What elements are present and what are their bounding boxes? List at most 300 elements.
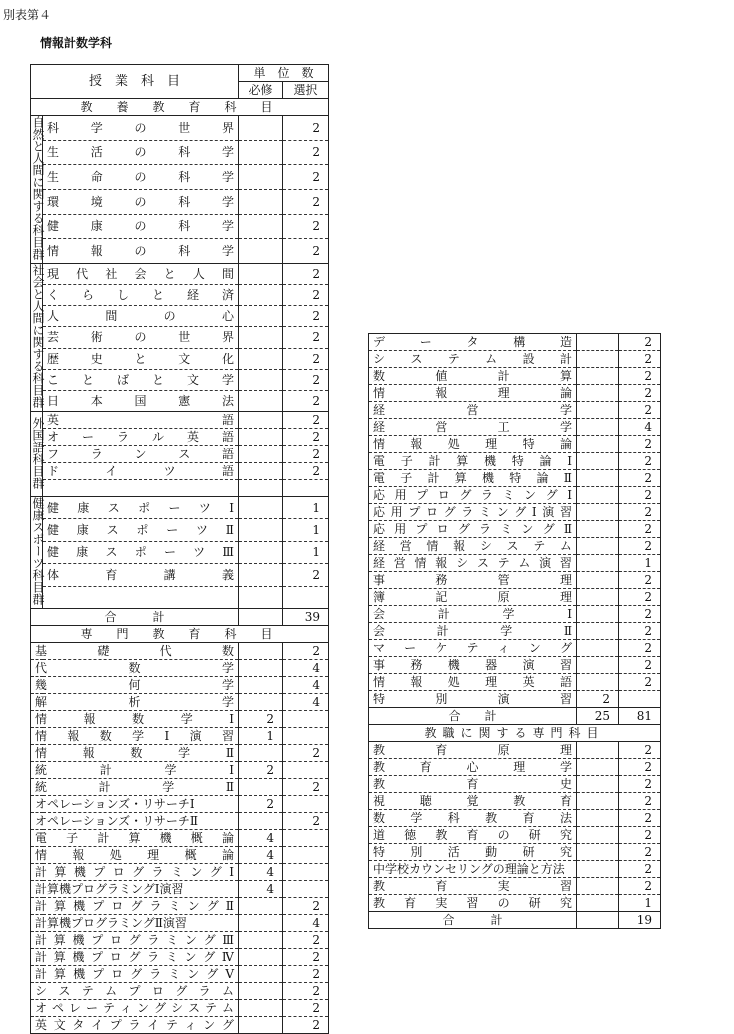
course-name [43,165,239,190]
course-name [31,915,239,932]
course-row [31,369,329,390]
course-name [31,830,239,847]
required-units [577,895,619,912]
course-name-text: 事 務 管 理 [373,573,572,587]
course-name [31,949,239,966]
elective-units: 2 [619,674,661,691]
required-units [577,572,619,589]
course-row [31,239,329,264]
course-row [31,564,329,586]
course-name-text: 健 康 ス ポ ー ツ Ⅲ [47,545,234,560]
course-row [31,847,329,864]
required-units [577,436,619,453]
course-name [369,691,577,708]
course-name [369,776,577,793]
course-name-text: 計 算 機 プ ロ グ ラ ミ ン グ Ⅳ [35,950,234,964]
course-name-text: 電 子 計 算 機 特 論 Ⅰ [373,454,572,468]
course-row [31,660,329,677]
course-row [31,519,329,541]
course-name-text: 計算機プログラミングⅠ演習 [35,882,184,896]
total-elective: 39 [283,609,329,626]
required-units [577,385,619,402]
elective-units [283,847,329,864]
course-group-text: 自然と人間に関する科目群 [31,116,45,260]
total-elective: 19 [619,912,661,929]
course-name [369,742,577,759]
course-name [369,572,577,589]
elective-units: 2 [283,306,329,327]
course-name [369,453,577,470]
required-units [577,878,619,895]
section-title-row [31,99,329,116]
course-row [369,402,661,419]
required-units [239,369,283,390]
elective-units: 2 [619,861,661,878]
course-name [43,429,239,446]
course-name [43,327,239,348]
course-name [31,728,239,745]
elective-units: 4 [283,677,329,694]
course-name [43,412,239,429]
course-row [369,861,661,878]
course-name-text: 情 報 数 学 Ⅰ [35,712,234,726]
course-name [43,214,239,239]
course-name [369,521,577,538]
elective-units: 2 [283,949,329,966]
required-units: 2 [577,691,619,708]
course-name-text: 道 徳 教 育 の 研 究 [373,828,572,842]
course-name-text: 歴 史 と 文 化 [47,351,235,366]
required-units: 4 [239,830,283,847]
elective-units: 2 [619,351,661,368]
course-name-text: 計 算 機 プ ロ グ ラ ミ ン グ Ⅱ [35,899,234,913]
required-units [577,368,619,385]
elective-units: 2 [283,214,329,239]
course-name-text: 教 育 史 [373,777,572,791]
course-name [31,762,239,779]
required-units [239,813,283,830]
course-name-text: 電 子 計 算 機 特 論 Ⅱ [373,471,572,485]
required-units [239,932,283,949]
course-name-text: 健 康 ス ポ ー ツ Ⅰ [47,500,234,515]
elective-units: 2 [283,1017,329,1034]
elective-units [619,691,661,708]
course-name-text: 特 別 活 動 研 究 [373,845,572,859]
required-units [239,745,283,762]
course-name [43,306,239,327]
course-name-text: 生 命 の 科 学 [47,170,235,185]
required-units [239,116,283,141]
required-units: 2 [239,762,283,779]
course-name [43,446,239,463]
required-units [577,861,619,878]
course-name-text: 情 報 処 理 概 論 [35,848,234,862]
course-name [369,844,577,861]
course-name-text: 情 報 理 論 [373,386,572,400]
elective-units [283,762,329,779]
course-row [31,140,329,165]
elective-units: 2 [619,436,661,453]
total-required [239,609,283,626]
course-name-text: 統 計 学 Ⅰ [35,763,234,777]
elective-units: 2 [283,369,329,390]
course-row [31,390,329,411]
elective-units: 2 [619,589,661,606]
required-units [577,810,619,827]
required-units [239,660,283,677]
required-units [239,446,283,463]
required-units [239,1017,283,1034]
course-row [369,368,661,385]
total-label: 合 計 [369,912,577,929]
total-elective: 81 [619,708,661,725]
total-label: 合 計 [369,708,577,725]
elective-units: 2 [619,606,661,623]
course-name-text: 教 育 心 理 学 [373,760,572,774]
elective-units: 2 [619,742,661,759]
course-row [31,429,329,446]
elective-units: 2 [283,966,329,983]
course-row [369,793,661,810]
required-units [239,541,283,563]
section-title-row [369,725,661,742]
elective-units: 2 [283,165,329,190]
course-name [369,385,577,402]
course-row [31,728,329,745]
elective-units: 2 [283,898,329,915]
total-required: 25 [577,708,619,725]
elective-units: 2 [619,878,661,895]
elective-units: 2 [619,793,661,810]
total-row [31,609,329,626]
required-units [577,589,619,606]
course-row [369,334,661,351]
course-row [31,264,329,285]
elective-units: 2 [283,140,329,165]
course-name [369,878,577,895]
required-units [577,470,619,487]
course-row [369,674,661,691]
course-name-text: く ら し と 経 済 [47,288,235,303]
course-name [369,436,577,453]
course-row [369,521,661,538]
required-units [577,351,619,368]
course-row [369,827,661,844]
course-row [31,189,329,214]
elective-units: 2 [283,239,329,264]
course-row [31,898,329,915]
course-group-label [31,116,43,264]
course-row [369,640,661,657]
course-name-text: 体 育 講 義 [47,567,234,582]
course-name-text: 計 算 機 プ ロ グ ラ ミ ン グ Ⅰ [35,865,234,879]
elective-units [283,711,329,728]
course-name-text: 日 本 国 憲 法 [47,393,235,408]
elective-units: 2 [619,504,661,521]
course-name [31,779,239,796]
required-units: 2 [239,796,283,813]
elective-units: 2 [619,470,661,487]
course-row [31,711,329,728]
subject-header: 授 業 科 目 [31,65,239,99]
course-row [31,497,329,519]
course-row [31,677,329,694]
total-required [577,912,619,929]
course-name-text: 現 代 社 会 と 人 間 [47,267,234,282]
course-name-text: 生 活 の 科 学 [47,145,235,160]
required-units [577,793,619,810]
required-units [239,239,283,264]
required-units [577,538,619,555]
elective-units: 2 [283,779,329,796]
required-units [239,677,283,694]
course-name-text: 健 康 の 科 学 [47,219,235,234]
required-header: 必修 [239,82,283,99]
course-name [31,898,239,915]
elective-units: 2 [283,348,329,369]
course-name-text: 視 聴 覚 教 育 [373,794,572,808]
course-name [31,694,239,711]
course-name [43,497,239,519]
course-row [369,538,661,555]
course-name [31,983,239,1000]
required-units [577,623,619,640]
required-units [239,189,283,214]
required-units: 4 [239,847,283,864]
course-name-text: 基 礎 代 数 [35,644,234,658]
elective-units: 4 [283,915,329,932]
course-row [31,983,329,1000]
course-row [369,776,661,793]
elective-units [283,864,329,881]
elective-units: 2 [283,189,329,214]
course-name-text: 教 育 原 理 [373,743,572,757]
course-name-text: 経 営 情 報 シ ス テ ム 演 習 [373,556,572,570]
required-units [239,264,283,285]
course-name [31,932,239,949]
course-row [31,643,329,660]
required-units [577,487,619,504]
required-units [239,915,283,932]
course-row [31,463,329,480]
section-title: 教 養 教 育 科 目 [31,99,329,116]
course-name-text: 会 計 学 Ⅰ [373,607,572,621]
required-units [239,165,283,190]
course-name [369,487,577,504]
course-name [369,759,577,776]
course-group-label [31,264,43,412]
course-row [31,966,329,983]
course-name-text: 情 報 処 理 英 語 [373,675,572,689]
course-name-text: マ ー ケ テ ィ ン グ [373,641,572,655]
required-units [577,657,619,674]
course-name-text: 簿 記 原 理 [373,590,572,604]
course-name-text: 特 別 演 習 [373,692,572,706]
required-units [239,306,283,327]
course-name-text: 情 報 処 理 特 論 [373,437,572,451]
course-name [369,504,577,521]
course-row [31,762,329,779]
elective-units: 2 [619,334,661,351]
course-name-text: オペレーションズ・リサーチⅠ [35,797,195,811]
course-name [369,623,577,640]
total-label: 合 計 [31,609,239,626]
course-name [31,796,239,813]
course-row [31,1017,329,1034]
course-name-text: デ ー タ 構 造 [373,335,572,349]
required-units [577,521,619,538]
course-row [369,487,661,504]
department-title: 情報計数学科 [40,36,113,50]
required-units [239,285,283,306]
course-name [369,895,577,912]
course-name-text: 経 営 学 [373,403,572,417]
course-name-text: 情 報 数 学 Ⅱ [35,746,234,760]
course-row [31,813,329,830]
course-name [369,657,577,674]
elective-units: 2 [283,983,329,1000]
course-name-text: 英 文 タ イ プ ラ イ テ ィ ン グ [35,1018,234,1032]
course-row [369,759,661,776]
course-row [31,932,329,949]
course-row [31,285,329,306]
required-units [239,1000,283,1017]
course-name [369,555,577,572]
course-row [31,165,329,190]
required-units: 1 [239,728,283,745]
elective-units: 2 [619,572,661,589]
course-row [369,623,661,640]
required-units [239,983,283,1000]
course-row [369,470,661,487]
elective-units [283,586,329,608]
course-row [31,864,329,881]
units-header: 単 位 数 [239,65,329,82]
course-name [31,677,239,694]
course-name [369,368,577,385]
course-row [369,436,661,453]
elective-units: 2 [283,745,329,762]
course-name [31,813,239,830]
course-row [369,895,661,912]
elective-units: 1 [283,497,329,519]
course-name-text: オ ペ レ ー テ ィ ン グ シ ス テ ム [35,1001,235,1015]
course-row [31,1000,329,1017]
course-name-text: 英 語 [47,413,235,427]
course-name [43,189,239,214]
elective-units: 2 [283,412,329,429]
course-name [369,640,577,657]
course-name-text: シ ス テ ム 設 計 [373,352,572,366]
course-name [369,793,577,810]
total-row [369,708,661,725]
course-row [369,878,661,895]
elective-units: 2 [619,402,661,419]
course-name [369,861,577,878]
course-row [31,348,329,369]
course-row [369,385,661,402]
course-name [369,470,577,487]
elective-units: 2 [619,640,661,657]
required-units [577,504,619,521]
course-name [31,966,239,983]
elective-units: 2 [283,932,329,949]
required-units [239,966,283,983]
course-name [369,606,577,623]
course-row [31,949,329,966]
course-row [369,504,661,521]
course-name [369,827,577,844]
course-row [369,810,661,827]
elective-units [283,881,329,898]
course-row [369,589,661,606]
course-row [369,606,661,623]
required-units [239,390,283,411]
required-units: 4 [239,881,283,898]
required-units: 4 [239,864,283,881]
course-name-text: 教 育 実 習 の 研 究 [373,896,572,910]
required-units [239,898,283,915]
course-group-text: 外国語科目群 [31,416,45,489]
course-name [43,348,239,369]
course-row [369,657,661,674]
elective-units: 4 [283,694,329,711]
elective-units: 2 [283,1000,329,1017]
course-name-text: 経 営 情 報 シ ス テ ム [373,539,572,553]
required-units [239,694,283,711]
course-name-text: 計 算 機 プ ロ グ ラ ミ ン グ Ⅴ [35,967,234,981]
course-name-text: 人 間 の 心 [47,309,234,324]
course-row [369,453,661,470]
required-units [577,606,619,623]
course-row [369,555,661,572]
course-name [43,564,239,586]
required-units [577,640,619,657]
left-curriculum-table [30,64,329,1034]
elective-units: 2 [283,285,329,306]
elective-units [283,480,329,497]
required-units [239,497,283,519]
total-row [369,912,661,929]
course-row [31,881,329,898]
section-title-row [31,626,329,643]
course-row [31,446,329,463]
section-title: 専 門 教 育 科 目 [31,626,329,643]
elective-units: 2 [283,429,329,446]
required-units [239,214,283,239]
course-group-label [31,412,43,497]
section-title: 教職に関する専門科目 [369,725,661,742]
course-name-text: 応 用 プ ロ グ ラ ミ ン グ Ⅱ [373,522,572,536]
required-units [577,759,619,776]
course-name [369,589,577,606]
course-name [43,519,239,541]
course-row [31,412,329,429]
course-row [31,694,329,711]
course-name-text: 数 学 科 教 育 法 [373,811,572,825]
course-group-text: 健康スポーツ科目群 [31,497,45,605]
required-units [577,844,619,861]
required-units [577,742,619,759]
elective-units: 2 [283,564,329,586]
elective-units: 2 [619,385,661,402]
elective-units: 2 [283,813,329,830]
course-name-text: 事 務 機 器 演 習 [373,658,572,672]
elective-units: 2 [283,643,329,660]
course-name-text: 数 値 計 算 [373,369,572,383]
required-units [577,334,619,351]
course-row [31,830,329,847]
